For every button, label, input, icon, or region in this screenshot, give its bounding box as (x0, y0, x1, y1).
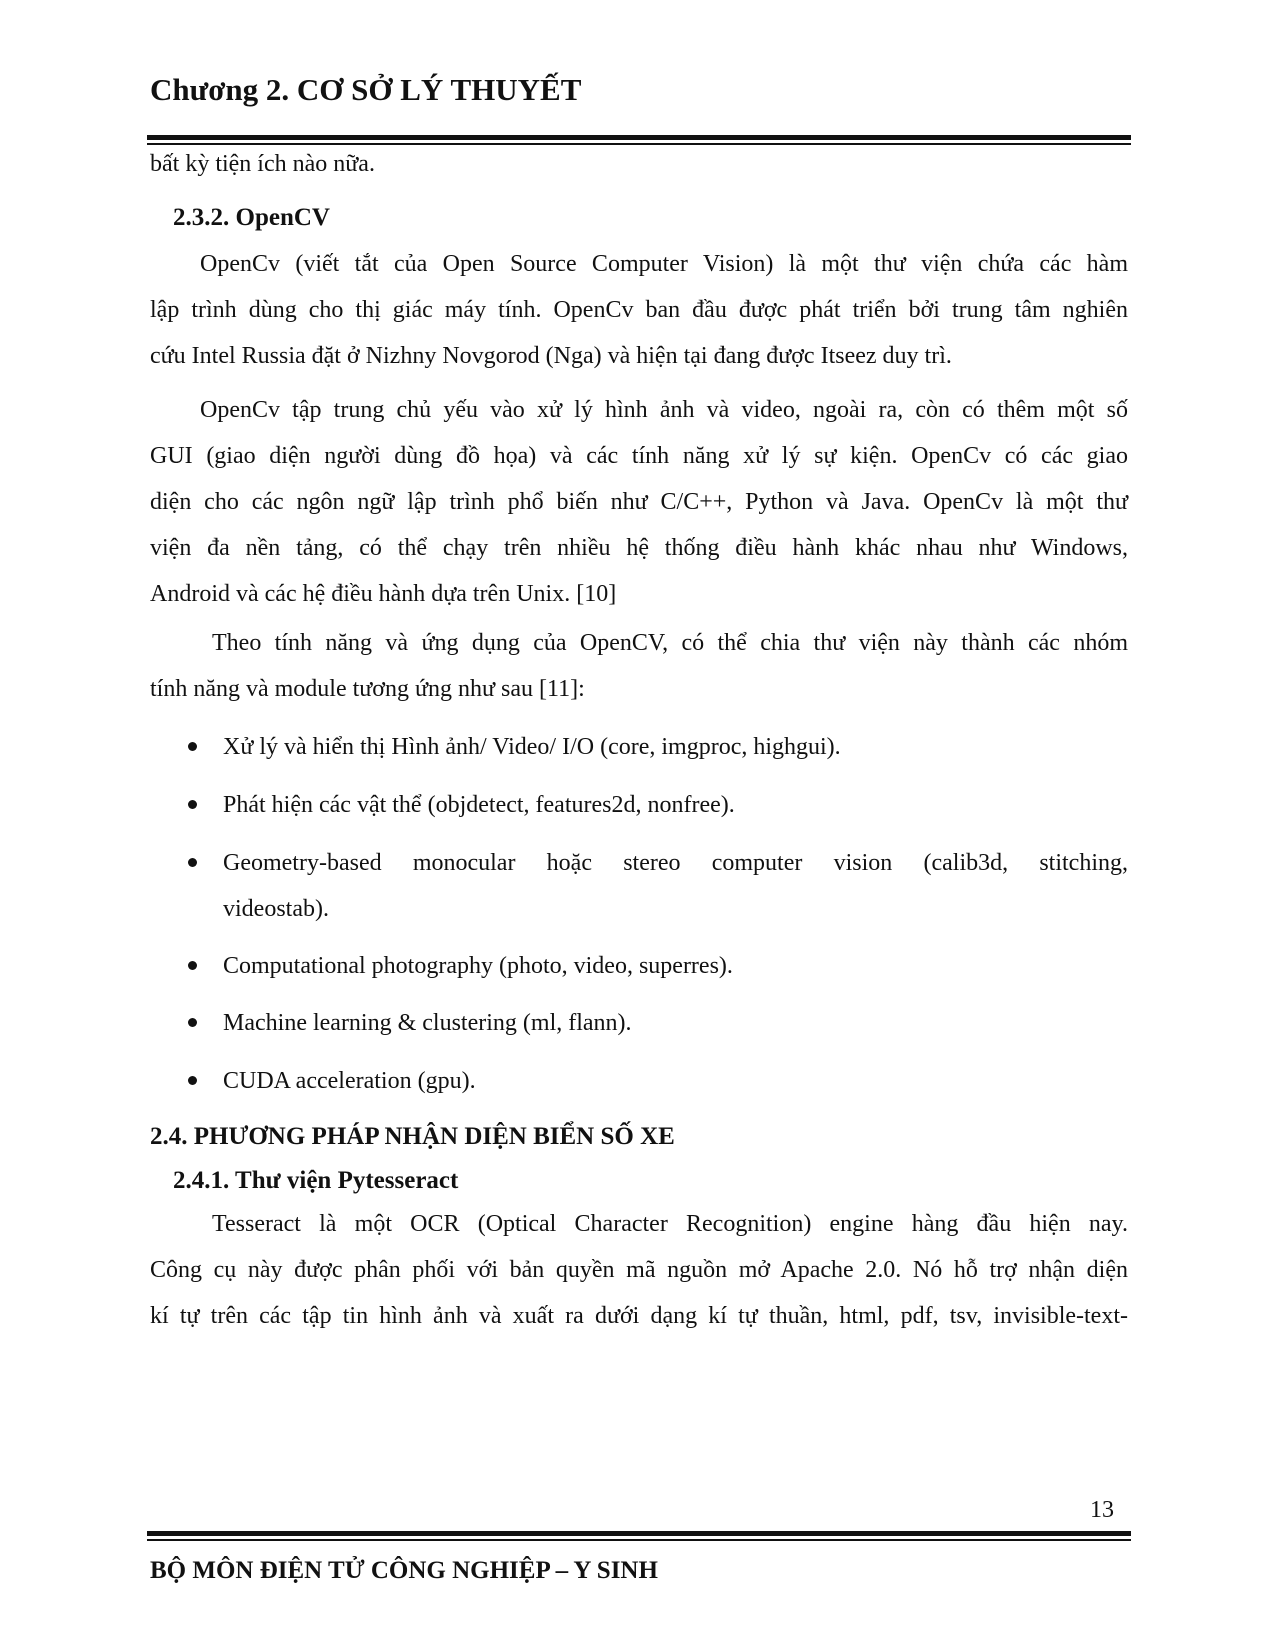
bullet-icon (188, 961, 197, 970)
section-heading-plate-recognition: 2.4. PHƯƠNG PHÁP NHẬN DIỆN BIỂN SỐ XE (150, 1123, 675, 1150)
section-heading-opencv: 2.3.2. OpenCV (173, 204, 330, 231)
intro-fragment: bất kỳ tiện ích nào nữa. (150, 151, 375, 177)
bullet-icon (188, 742, 197, 751)
paragraph-line: cứu Intel Russia đặt ở Nizhny Novgorod (Nga) và hiện tại đang được Itseez duy trì. (150, 343, 952, 369)
paragraph-line: OpenCv (viết tắt của Open Source Computer Vision) là một thư viện chứa các hàm (200, 251, 1128, 277)
paragraph-opencv-modules (150, 620, 1128, 712)
header-rule (147, 135, 1131, 145)
paragraph-line: tính năng và module tương ứng như sau [11]: (150, 676, 585, 702)
list-item (150, 1000, 1128, 1046)
subsection-heading-pytesseract: 2.4.1. Thư viện Pytesseract (173, 1167, 459, 1194)
list-item (150, 840, 1128, 932)
paragraph-line: Theo tính năng và ứng dụng của OpenCV, có thể chia thư viện này thành các nhóm (212, 630, 1128, 656)
footer-rule (147, 1531, 1131, 1541)
bullet-icon (188, 800, 197, 809)
list-item (150, 782, 1128, 828)
paragraph-line: GUI (giao diện người dùng đồ họa) và các tính năng xử lý sự kiện. OpenCv có các giao (150, 443, 1128, 469)
paragraph-line: viện đa nền tảng, có thể chạy trên nhiều hệ thống điều hành khác nhau như Windows, (150, 535, 1128, 561)
paragraph-opencv-intro (150, 241, 1128, 379)
page-number: 13 (1090, 1497, 1114, 1523)
paragraph-line: Tesseract là một OCR (Optical Character Recognition) engine hàng đầu hiện nay. (212, 1211, 1128, 1237)
paragraph-line: OpenCv tập trung chủ yếu vào xử lý hình ảnh và video, ngoài ra, còn có thêm một số (200, 397, 1128, 423)
list-item (150, 724, 1128, 770)
footer-department: BỘ MÔN ĐIỆN TỬ CÔNG NGHIỆP – Y SINH (150, 1557, 658, 1584)
list-item (150, 1058, 1128, 1104)
list-item-text: videostab). (223, 896, 329, 922)
paragraph-opencv-features (150, 387, 1128, 617)
list-item-text: Geometry-based monocular hoặc stereo computer vision (calib3d, stitching, (223, 850, 1128, 876)
paragraph-line: lập trình dùng cho thị giác máy tính. OpenCv ban đầu được phát triển bởi trung tâm nghiên (150, 297, 1128, 323)
bullet-icon (188, 858, 197, 867)
list-item-text: Xử lý và hiển thị Hình ảnh/ Video/ I/O (core, imgproc, highgui). (223, 734, 841, 760)
bullet-icon (188, 1076, 197, 1085)
chapter-title: Chương 2. CƠ SỞ LÝ THUYẾT (150, 72, 582, 107)
list-item (150, 943, 1128, 989)
paragraph-line: kí tự trên các tập tin hình ảnh và xuất ra dưới dạng kí tự thuần, html, pdf, tsv, invisible-text- (150, 1303, 1128, 1329)
paragraph-line: diện cho các ngôn ngữ lập trình phổ biến như C/C++, Python và Java. OpenCv là một thư (150, 489, 1128, 515)
list-item-text: Computational photography (photo, video, superres). (223, 953, 733, 979)
paragraph-tesseract (150, 1201, 1128, 1339)
paragraph-line: Android và các hệ điều hành dựa trên Unix. [10] (150, 581, 617, 607)
list-item-text: Machine learning & clustering (ml, flann). (223, 1010, 632, 1036)
bullet-icon (188, 1018, 197, 1027)
paragraph-line: Công cụ này được phân phối với bản quyền mã nguồn mở Apache 2.0. Nó hỗ trợ nhận diện (150, 1257, 1128, 1283)
list-item-text: CUDA acceleration (gpu). (223, 1068, 476, 1094)
list-item-text: Phát hiện các vật thể (objdetect, features2d, nonfree). (223, 792, 735, 818)
